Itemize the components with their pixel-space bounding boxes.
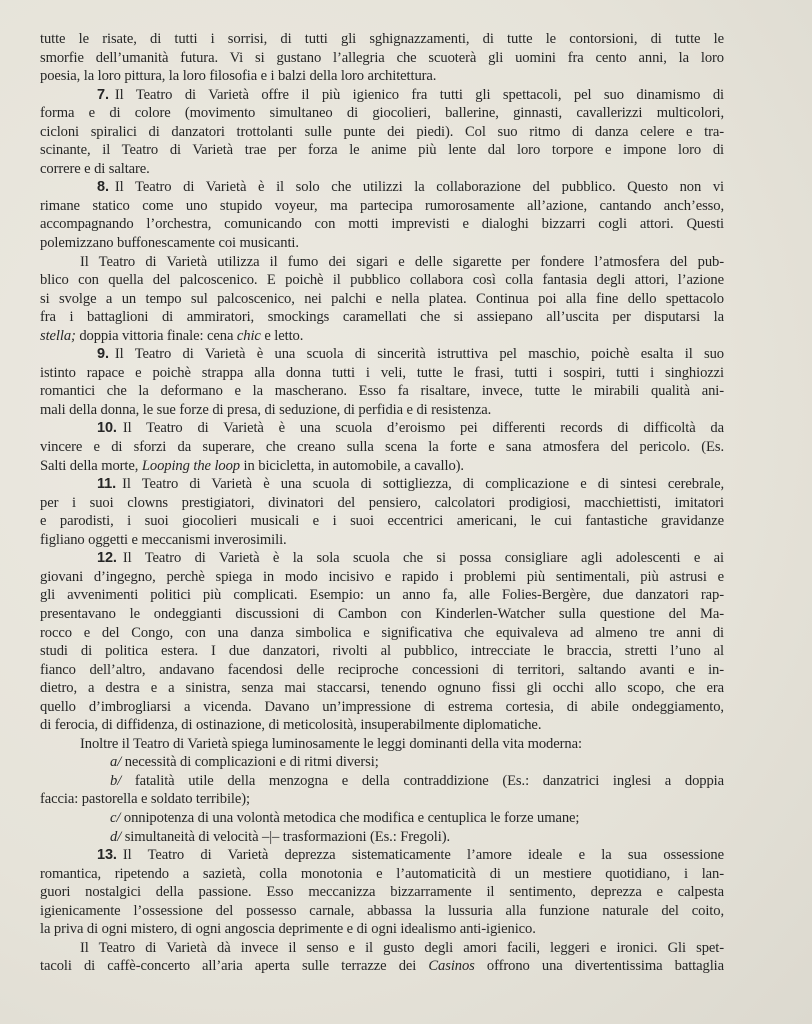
text-run: Salti della morte, xyxy=(40,457,142,474)
text-run: di ferocia, di diffidenza, di ostinazione, di meticolosità, insuperabilmente diplomatiche. xyxy=(40,717,542,734)
paragraph-number: 13. xyxy=(97,847,117,864)
paragraph xyxy=(40,30,724,86)
text-run: Il Teatro di Varietà dà invece il senso e il gusto degli amori facili, leggeri e ironici. Gli spet- xyxy=(80,939,724,956)
numbered-paragraph xyxy=(40,419,724,475)
text-run: necessità di complicazioni e di ritmi diversi; xyxy=(121,754,379,771)
text-line xyxy=(40,716,724,735)
text-line xyxy=(40,178,724,197)
list-item xyxy=(40,772,724,809)
text-run: polemizzano buffonescamente coi musicanti. xyxy=(40,235,299,252)
text-line xyxy=(40,828,724,847)
paragraph-number: 9. xyxy=(97,346,109,363)
text-run: dietro, a destra e a sinistra, senza mai staccarsi, tenendo ognuno fissi gli occhi allo scopo, che era xyxy=(40,680,724,697)
text-run: Il Teatro di Varietà deprezza sistematicamente l’amore ideale e la sua ossessione xyxy=(122,847,724,864)
text-line xyxy=(40,327,724,346)
text-run: Il Teatro di Varietà è una scuola di sottigliezza, di complicazione e di sintesi cerebrale, xyxy=(122,476,724,493)
text-line xyxy=(40,364,724,383)
text-line xyxy=(40,809,724,828)
numbered-paragraph xyxy=(40,86,724,179)
text-run: studi di politica estera. I due danzatori, rivolti al pubblico, intrecciate le braccia, stretti l’uno al xyxy=(40,643,724,660)
text-line xyxy=(40,345,724,364)
text-line xyxy=(40,197,724,216)
text-run: fianco dell’altro, andavano facendosi delle reciproche concessioni di territori, saltando avanti e in- xyxy=(40,661,724,678)
text-run: smorfie dell’umanità futura. Vi si gustano l’allegria che scuoterà gli uomini fra cento anni, la loro xyxy=(40,49,724,66)
text-run: e parodisti, i suoi giocolieri musicali e i suoi eccentrici americani, le cui fantastiche gravidanze xyxy=(40,513,724,530)
text-run: la priva di ogni mistero, di ogni angoscia deprimente e di ogni idealismo anti-igienico. xyxy=(40,921,536,938)
italic-text: d/ xyxy=(110,828,122,845)
text-line xyxy=(40,531,724,550)
text-line xyxy=(40,661,724,680)
text-run: igienicamente l’ossessione del possesso carnale, abbassa la lussuria alla funzione naturale del coito, xyxy=(40,902,724,919)
text-run: gli avvenimenti politici più complicati. Esempio: un anno fa, alle Folies-Bergère, due danzatori rap- xyxy=(40,587,724,604)
text-line xyxy=(40,308,724,327)
italic-text: c/ xyxy=(110,809,121,826)
text-line xyxy=(40,401,724,420)
text-line xyxy=(40,883,724,902)
text-run: forma e di colore (movimento simultaneo di giocolieri, ballerine, ginnasti, cavallerizzi multicolori, xyxy=(40,105,724,122)
text-line xyxy=(40,920,724,939)
text-run: guori nostalgici della passione. Esso meccanizza bizzarramente il sentimento, deprezza e calpesta xyxy=(40,884,724,901)
text-line xyxy=(40,271,724,290)
italic-text: chic xyxy=(236,327,261,344)
text-run: quello d’imbrogliarsi a vicenda. Davano un’impressione di estrema cortesia, di abile ondeggiamento, xyxy=(40,698,724,715)
text-line xyxy=(40,846,724,865)
text-line xyxy=(40,141,724,160)
text-run: in bicicletta, in automobile, a cavallo). xyxy=(240,457,464,474)
text-line xyxy=(40,253,724,272)
text-run: Il Teatro di Varietà utilizza il fumo dei sigari e delle sigarette per fondere l’atmosfera del pub- xyxy=(80,253,724,270)
text-run: presentavano le ondeggianti discussioni di Cambon con Kinderlen-Watcher sulla questione del Ma- xyxy=(40,605,724,622)
text-line xyxy=(40,457,724,476)
text-line xyxy=(40,624,724,643)
list-item xyxy=(40,753,724,772)
text-line xyxy=(40,160,724,179)
text-run: offrono una divertentissima battaglia xyxy=(474,958,725,975)
text-line xyxy=(40,865,724,884)
text-run: giovani d’ingegno, perchè spiega in modo incisivo e rapido i problemi più sentimentali, più astrusi e xyxy=(40,568,724,585)
list-item xyxy=(40,809,724,828)
text-run: faccia: pastorella e soldato terribile); xyxy=(40,791,250,808)
text-line xyxy=(40,790,724,809)
text-line xyxy=(40,679,724,698)
text-line xyxy=(40,86,724,105)
text-run: Inoltre il Teatro di Varietà spiega luminosamente le leggi dominanti della vita moderna: xyxy=(80,735,582,752)
text-run: Il Teatro di Varietà è una scuola di sincerità istruttiva pel maschio, poichè esalta il suo xyxy=(114,346,724,363)
text-run: romantici che la deformano e la mascherano. Esso fa risaltare, invece, tutte le mirabili qualità ani- xyxy=(40,383,724,400)
text-line xyxy=(40,586,724,605)
text-run: fatalità utile della menzogna e della contraddizione (Es.: danzatrici inglesi a doppia xyxy=(121,772,724,789)
numbered-paragraph xyxy=(40,178,724,252)
paragraph xyxy=(40,939,724,976)
italic-text: Casinos xyxy=(428,958,475,975)
text-run: romantica, ripetendo a sazietà, colla monotonia e l’automaticità di un mestiere quotidiano, i lan- xyxy=(40,865,724,882)
paragraph xyxy=(40,253,724,346)
text-run: cicloni spiralici di danzatori trottolanti sulle punte dei piedi). Col suo ritmo di danza celere e tra- xyxy=(40,123,724,140)
text-run: figliano oggetti e meccanismi inverosimili. xyxy=(40,531,287,548)
text-line xyxy=(40,735,724,754)
text-run: simultaneità di velocità –|– trasformazioni (Es.: Fregoli). xyxy=(121,828,451,845)
text-run: mali della donna, le sue forze di presa, di seduzione, di perfidia e di resistenza. xyxy=(40,401,492,418)
italic-text: stella; xyxy=(40,327,76,344)
text-run: doppia vittoria finale: cena xyxy=(75,327,237,344)
text-run: Il Teatro di Varietà è una scuola d’eroismo pei differenti records di difficoltà da xyxy=(122,420,724,437)
italic-text: b/ xyxy=(110,772,122,789)
paragraph-number: 11. xyxy=(97,476,117,493)
text-line xyxy=(40,234,724,253)
text-line xyxy=(40,67,724,86)
numbered-paragraph xyxy=(40,475,724,549)
text-line xyxy=(40,419,724,438)
text-run: vincere e di sforzi da superare, che creano sulla scena la forte e sana atmosfera del pericolo. (Es. xyxy=(40,439,724,456)
text-run: poesia, la loro pittura, la loro filosofia e i balzi della loro architettura. xyxy=(40,68,437,85)
italic-text: a/ xyxy=(110,754,122,771)
text-line xyxy=(40,642,724,661)
text-line xyxy=(40,902,724,921)
text-line xyxy=(40,30,724,49)
text-line xyxy=(40,49,724,68)
text-line xyxy=(40,104,724,123)
text-line xyxy=(40,698,724,717)
paragraph-number: 8. xyxy=(97,179,109,196)
text-run: istinto rapace e poichè strappa alla donna tutti i veli, tutte le frasi, tutti i sospiri, tutti i singhiozzi xyxy=(40,364,724,381)
text-run: Il Teatro di Varietà è il solo che utilizzi la collaborazione del pubblico. Questo non vi xyxy=(114,179,724,196)
text-line xyxy=(40,753,724,772)
text-line xyxy=(40,939,724,958)
text-line xyxy=(40,605,724,624)
text-run: scinante, il Teatro di Varietà trae per forza le anime più lente dal loro torpore e impone loro di xyxy=(40,142,724,159)
text-run: tacoli di caffè-concerto all’aria aperta sulle terrazze dei xyxy=(40,958,429,975)
text-run: onnipotenza di una volontà metodica che modifica e centuplica le forze umane; xyxy=(120,809,580,826)
italic-text: Looping the loop xyxy=(141,457,240,474)
text-run: fra i battaglioni di ammiratori, smockings caramellati che si assiepano all’uscita per disputarsi la xyxy=(40,309,724,326)
text-line xyxy=(40,475,724,494)
document-page xyxy=(40,30,724,976)
text-line xyxy=(40,123,724,142)
text-line xyxy=(40,438,724,457)
numbered-paragraph xyxy=(40,549,724,734)
text-line xyxy=(40,957,724,976)
text-run: Il Teatro di Varietà è la sola scuola che si possa consigliare agli adolescenti e ai xyxy=(122,550,724,567)
text-line xyxy=(40,290,724,309)
text-line xyxy=(40,494,724,513)
text-run: Il Teatro di Varietà offre il più igienico fra tutti gli spettacoli, pel suo dinamismo di xyxy=(114,86,724,103)
text-line xyxy=(40,772,724,791)
paragraph-number: 7. xyxy=(97,86,109,103)
numbered-paragraph xyxy=(40,846,724,939)
text-run: rimane statico come uno stupido voyeur, ma partecipa rumorosamente all’azione, cantando anch’esso, xyxy=(40,197,724,214)
paragraph-number: 10. xyxy=(97,420,117,437)
paragraph-number: 12. xyxy=(97,550,117,567)
paragraph xyxy=(40,735,724,754)
text-run: tutte le risate, di tutti i sorrisi, di tutti gli sghignazzamenti, di tutte le contorsioni, di tutte le xyxy=(40,31,724,47)
text-line xyxy=(40,382,724,401)
numbered-paragraph xyxy=(40,345,724,419)
text-run: rocco e del Congo, con una danza simbolica e significativa che equivaleva ad almeno tre anni di xyxy=(40,624,724,641)
text-line xyxy=(40,549,724,568)
text-run: si svolge a un tempo sul palcoscenico, nei palchi e nella platea. Continua poi alla fine dello spettacolo xyxy=(40,290,724,307)
text-line xyxy=(40,215,724,234)
list-item xyxy=(40,828,724,847)
text-run: correre e di saltare. xyxy=(40,160,150,177)
text-line xyxy=(40,512,724,531)
text-run: accompagnando l’orchestra, comunicando con motti imprevisti e dialoghi bizzarri cogli attori. Questi xyxy=(40,216,724,233)
text-line xyxy=(40,568,724,587)
text-run: blico con quella del palcoscenico. E poichè il pubblico collabora così colla fantasia degli attori, l’azione xyxy=(40,272,724,289)
text-run: per i suoi clowns prestigiatori, divinatori del pensiero, calcolatori prodigiosi, macchiettisti, imitatori xyxy=(40,494,724,511)
text-run: e letto. xyxy=(260,327,304,344)
